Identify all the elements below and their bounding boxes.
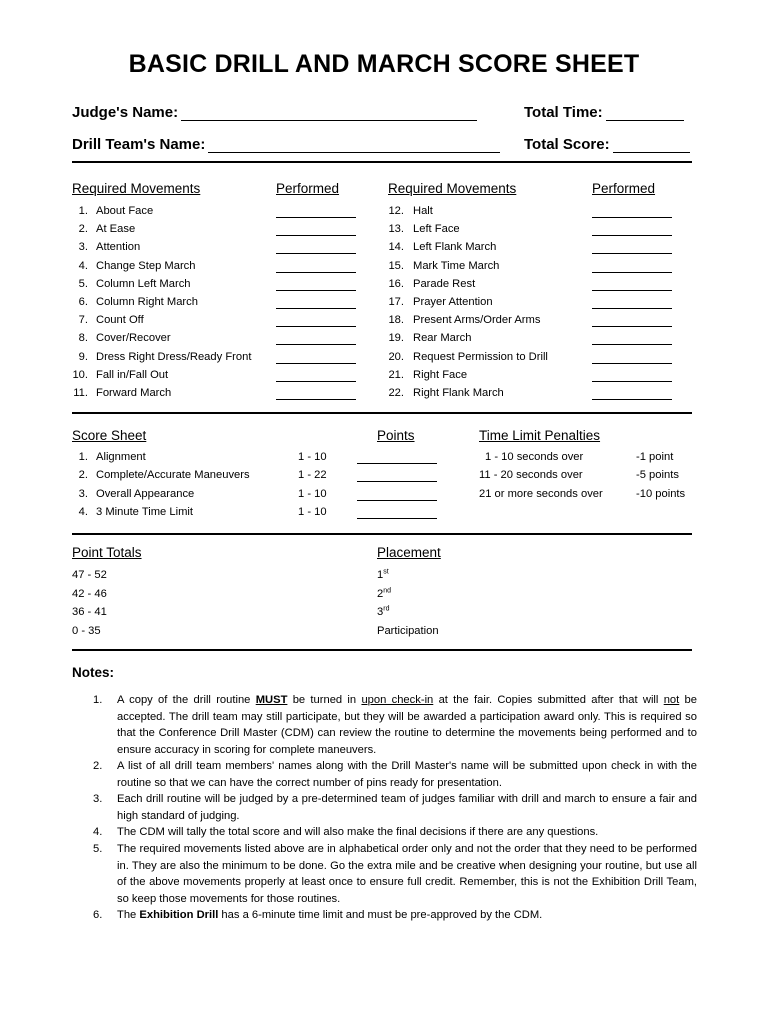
movement-number: 6.: [78, 296, 88, 308]
note-1-part-c: at the fair. Copies submitted after that will: [433, 694, 664, 706]
movement-number: 15.: [388, 259, 404, 272]
performed-blank[interactable]: [592, 206, 672, 218]
points-blank[interactable]: [357, 452, 437, 464]
performed-blank[interactable]: [592, 261, 672, 273]
note-5: [93, 841, 697, 907]
divider: [72, 649, 692, 651]
movement-number: 10.: [72, 368, 88, 381]
performed-blank[interactable]: [276, 333, 356, 345]
performed-blank[interactable]: [592, 352, 672, 364]
performed-blank[interactable]: [276, 261, 356, 273]
movement-name: Change Step March: [96, 259, 196, 272]
placement-text: 1: [377, 569, 384, 581]
placement-suffix: rd: [383, 605, 390, 613]
points-blank[interactable]: [357, 489, 437, 501]
note-number: 3.: [93, 793, 103, 805]
movement-number: 7.: [78, 314, 88, 327]
points-heading: Points: [377, 428, 415, 443]
note-1-part-b: be turned in: [287, 694, 362, 706]
movement-name: Forward March: [96, 387, 172, 399]
note-1-must: MUST: [255, 694, 288, 706]
note-4: [93, 824, 697, 841]
total-time-blank[interactable]: [606, 106, 684, 121]
page-title: BASIC DRILL AND MARCH SCORE SHEET: [128, 50, 640, 78]
team-name-field[interactable]: [72, 136, 500, 153]
movement-number: 8.: [78, 332, 88, 345]
performed-blank[interactable]: [276, 352, 356, 364]
movement-name: At Ease: [96, 223, 136, 236]
score-sheet-heading: Score Sheet: [72, 428, 147, 443]
movement-number: 22.: [388, 387, 404, 399]
movement-number: 9.: [78, 350, 88, 363]
note-text: Each drill routine will be judged by a pre-determined team of judges familiar with drill and march to ensure a fair and high standard of judging.: [117, 793, 697, 822]
placement-suffix: st: [383, 568, 389, 576]
point-range: 47 - 52: [72, 569, 107, 581]
note-1-part-a: A copy of the drill routine: [117, 694, 256, 706]
point-range: 36 - 41: [72, 606, 107, 618]
note-6-part-a: The: [117, 909, 140, 921]
movement-number: 4.: [78, 259, 88, 272]
movement-number: 2.: [78, 223, 88, 236]
movement-name: Column Left March: [96, 277, 191, 290]
placement-heading: Placement: [377, 545, 441, 560]
note-1-check-in: upon check-in: [361, 694, 434, 706]
note-1: [93, 692, 697, 758]
performed-blank[interactable]: [276, 206, 356, 218]
note-text: The CDM will tally the total score and will also make the final decisions if there are any questions.: [117, 826, 599, 838]
total-time-field[interactable]: [524, 104, 684, 121]
movement-name: Prayer Attention: [413, 296, 493, 308]
movement-name: Count Off: [96, 314, 144, 327]
movement-name: Column Right March: [96, 296, 198, 308]
movement-number: 13.: [388, 223, 404, 236]
note-number: 4.: [93, 826, 103, 838]
score-item-range: 1 - 10: [298, 451, 327, 463]
penalty-points: -1 point: [636, 451, 674, 463]
points-blank[interactable]: [357, 507, 437, 519]
movement-name: Cover/Recover: [96, 332, 171, 345]
movement-name: Rear March: [413, 332, 472, 345]
performed-blank[interactable]: [592, 333, 672, 345]
score-item-number: 4.: [78, 505, 88, 518]
note-6: [93, 907, 697, 924]
note-6-part-b: has a 6-minute time limit and must be pre-approved by the CDM.: [218, 909, 543, 921]
performed-blank[interactable]: [592, 315, 672, 327]
performed-blank[interactable]: [592, 388, 672, 400]
penalty-points: -10 points: [636, 487, 686, 500]
performed-blank[interactable]: [592, 297, 672, 309]
score-item-range: 1 - 10: [298, 505, 327, 518]
performed-blank[interactable]: [276, 370, 356, 382]
penalty-points: -5 points: [636, 469, 679, 482]
movement-name: About Face: [96, 205, 154, 217]
judge-name-label: Judge's Name:: [72, 104, 179, 121]
team-name-blank[interactable]: [208, 138, 500, 153]
performed-blank[interactable]: [276, 297, 356, 309]
movement-name: Mark Time March: [413, 259, 500, 272]
score-item-name: Overall Appearance: [96, 487, 195, 500]
performed-blank[interactable]: [276, 242, 356, 254]
penalty-description: 11 - 20 seconds over: [479, 469, 583, 482]
movement-number: 17.: [388, 296, 404, 308]
placement-text: 3: [377, 606, 384, 618]
movement-name: Request Permission to Drill: [413, 350, 548, 363]
score-item-name: 3 Minute Time Limit: [96, 505, 193, 518]
placement-suffix: nd: [383, 586, 392, 594]
note-6-exhibition-drill: Exhibition Drill: [139, 909, 219, 921]
movement-name: Halt: [413, 205, 433, 217]
note-2: [93, 758, 697, 791]
score-item-name: Complete/Accurate Maneuvers: [96, 469, 250, 482]
score-item-number: 1.: [78, 451, 88, 463]
judge-name-blank[interactable]: [181, 106, 477, 121]
movement-name: Left Flank March: [413, 241, 497, 254]
note-text: A list of all drill team members' names along with the Drill Master's name will be submitted upon check in with the routine so that we can have the correct number of pins ready for presentation.: [117, 760, 697, 789]
movement-number: 19.: [388, 332, 404, 345]
point-range: 0 - 35: [72, 624, 101, 637]
movement-name: Right Face: [413, 368, 468, 381]
performed-blank[interactable]: [276, 388, 356, 400]
placement-value: [377, 569, 389, 581]
performed-blank[interactable]: [592, 370, 672, 382]
movement-name: Left Face: [413, 223, 460, 236]
movement-name: Parade Rest: [413, 277, 476, 290]
total-time-label: Total Time:: [524, 104, 603, 121]
note-3: [93, 791, 697, 824]
required-movements-heading-left: Required Movements: [72, 181, 201, 196]
placement-value: [377, 625, 439, 637]
performed-blank[interactable]: [276, 315, 356, 327]
score-item-range: 1 - 10: [298, 487, 327, 500]
performed-heading-left: Performed: [276, 181, 340, 196]
point-range: 42 - 46: [72, 587, 107, 600]
performed-blank[interactable]: [276, 224, 356, 236]
movement-name: Fall in/Fall Out: [96, 368, 169, 381]
movement-name: Right Flank March: [413, 387, 504, 399]
penalty-description: 21 or more seconds over: [479, 487, 603, 500]
notes-heading: Notes:: [72, 665, 115, 680]
points-blank[interactable]: [357, 470, 437, 482]
movement-number: 20.: [388, 350, 404, 363]
movement-number: 1.: [78, 205, 88, 217]
movement-number: 11.: [73, 387, 88, 399]
movement-number: 5.: [78, 277, 88, 290]
score-item-number: 2.: [78, 469, 88, 482]
movement-name: Dress Right Dress/Ready Front: [96, 350, 252, 363]
time-limit-penalties-heading: Time Limit Penalties: [479, 428, 601, 443]
score-item-range: 1 - 22: [298, 469, 327, 482]
note-text: [117, 692, 697, 758]
performed-blank[interactable]: [592, 242, 672, 254]
note-1-not: not: [663, 694, 680, 706]
note-text: [117, 907, 697, 924]
score-item-name: Alignment: [96, 451, 146, 463]
score-item-number: 3.: [78, 487, 88, 500]
team-name-label: Drill Team's Name:: [72, 136, 206, 153]
penalty-description: 1 - 10 seconds over: [485, 451, 584, 463]
performed-blank[interactable]: [592, 224, 672, 236]
placement-text: Participation: [377, 624, 439, 637]
placement-value: [377, 588, 391, 600]
divider: [72, 161, 692, 163]
total-score-blank[interactable]: [613, 138, 690, 153]
point-totals-heading: Point Totals: [72, 545, 142, 560]
note-number: 2.: [93, 760, 103, 772]
movement-number: 3.: [78, 241, 88, 254]
required-movements-heading-right: Required Movements: [388, 181, 517, 196]
divider: [72, 533, 692, 535]
movement-number: 18.: [388, 314, 404, 327]
total-score-field[interactable]: [524, 136, 690, 153]
note-number: 6.: [93, 909, 103, 921]
performed-heading-right: Performed: [592, 181, 656, 196]
total-score-label: Total Score:: [524, 136, 610, 153]
movement-number: 21.: [388, 368, 404, 381]
performed-blank[interactable]: [592, 279, 672, 291]
movement-name: Present Arms/Order Arms: [413, 314, 541, 327]
placement-text: 2: [377, 587, 384, 600]
movement-number: 12.: [388, 205, 404, 217]
movement-number: 16.: [388, 277, 404, 290]
movement-number: 14.: [388, 241, 404, 254]
note-number: 5.: [93, 843, 103, 855]
note-text: The required movements listed above are in alphabetical order only and not the order that they need to be performed in. They are also the minimum to be done. Go the extra mile and be creative when designing your routine, but use all of the above movements properly at least once to ensure full credit. Remember, this is not the Exhibition Drill Team, so keep those movements for those routines.: [117, 843, 697, 905]
note-1-part-d: be accepted. The drill team may still participate, but they will be awarded a participation award only. This is required so that the Conference Drill Master (CDM) can review the routine to determine the movements being performed and to ensure accuracy in scoring for complete maneuvers.: [117, 694, 697, 756]
divider: [72, 412, 692, 414]
placement-value: [377, 606, 389, 618]
movement-name: Attention: [96, 241, 141, 254]
note-number: 1.: [93, 694, 103, 706]
judge-name-field[interactable]: [72, 104, 477, 121]
performed-blank[interactable]: [276, 279, 356, 291]
